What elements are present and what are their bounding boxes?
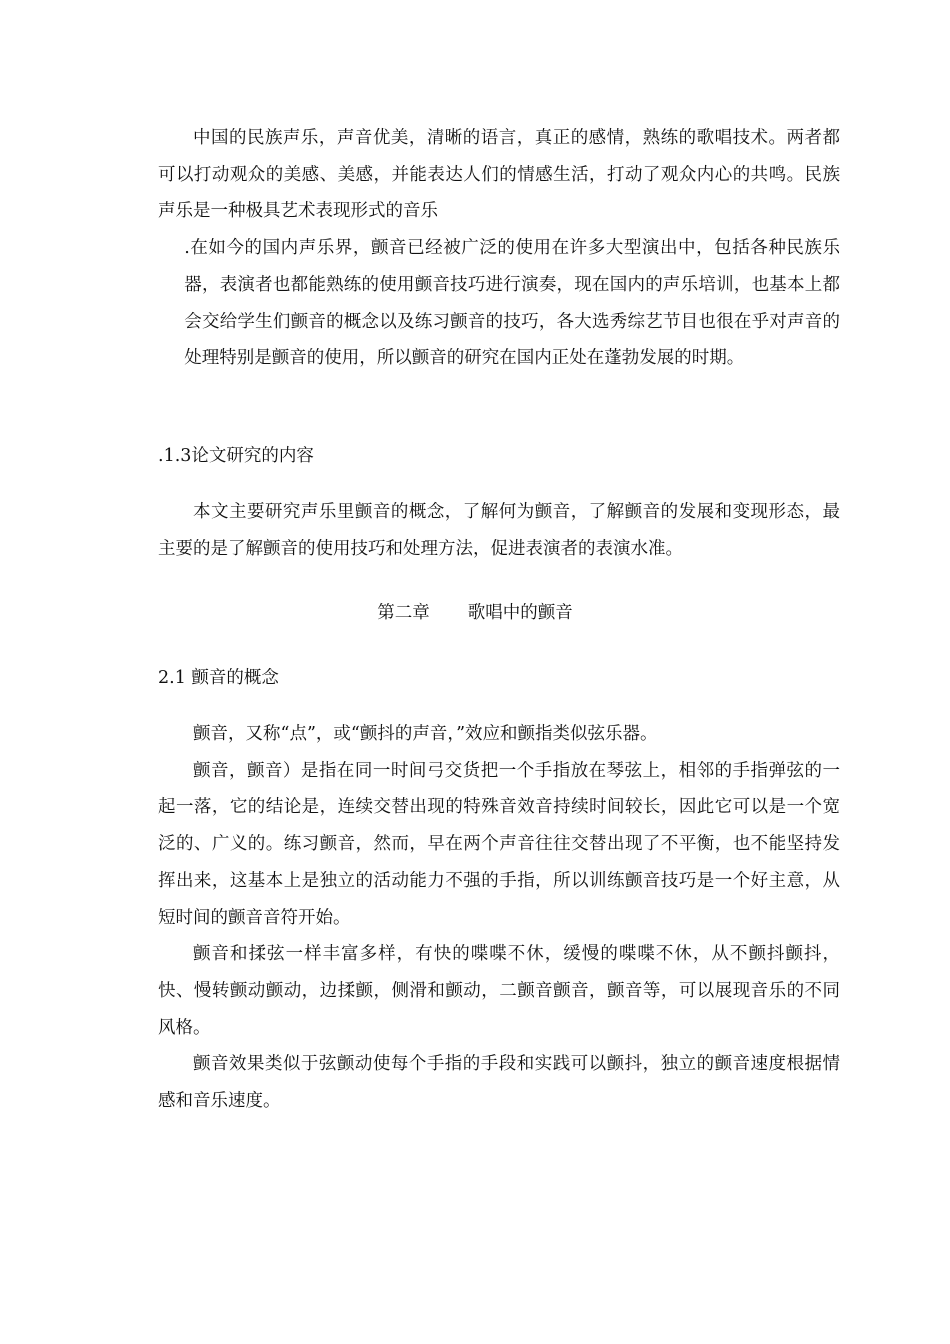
section-heading-2-1: 2.1 颤音的概念: [158, 668, 279, 688]
chapter-name: 歌唱中的颤音: [467, 603, 573, 623]
section-heading-1-3: .1.3论文研究的内容: [158, 446, 314, 466]
paragraph: 颤音效果类似于弦颤动使每个手指的手段和实践可以颤抖，独立的颤音速度根据情感和音乐速度。: [158, 1054, 840, 1112]
paragraph: 颤音，又称“点”，或“颤抖的声音，”效应和颤指类似弦乐器。: [193, 724, 658, 744]
section-1-2-body: [158, 120, 840, 377]
paragraph: 中国的民族声乐，声音优美，清晰的语言，真正的感情，熟练的歌唱技术。两者都可以打动观众的美感、美感，并能表达人们的情感生活，打动了观众内心的共鸣。民族声乐是一种极具艺术表现形式的音乐: [158, 128, 840, 222]
paragraph: 颤音，颤音）是指在同一时间弓交货把一个手指放在琴弦上，相邻的手指弹弦的一起一落，它的结论是，连续交替出现的特殊音效音持续时间较长，因此它可以是一个宽泛的、广义的。练习颤音，然而，早在两个声音往往交替出现了不平衡，也不能坚持发挥出来，这基本上是独立的活动能力不强的手指，所以训练颤音技巧是一个好主意，从短时间的颤音音符开始。: [158, 760, 840, 928]
paragraph: .在如今的国内声乐界，颤音已经被广泛的使用在许多大型演出中，包括各种民族乐器，表演者也都能熟练的使用颤音技巧进行演奏，现在国内的声乐培训，也基本上都会交给学生们颤音的概念以及练习颤音的技巧，各大选秀综艺节目也很在乎对声音的处理特别是颤音的使用，所以颤音的研究在国内正处在蓬勃发展的时期。: [184, 238, 840, 369]
section-1-3-body: [158, 494, 840, 567]
paragraph: 本文主要研究声乐里颤音的概念，了解何为颤音，了解颤音的发展和变现形态，最主要的是了解颤音的使用技巧和处理方法，促进表演者的表演水准。: [158, 502, 840, 559]
chapter-number: 第二章: [377, 603, 430, 623]
chapter-title: [0, 598, 950, 628]
paragraph: 颤音和揉弦一样丰富多样，有快的喋喋不休，缓慢的喋喋不休，从不颤抖颤抖，快、慢转颤动颤动，边揉颤，侧滑和颤动，二颤音颤音，颤音等，可以展现音乐的不同风格。: [158, 944, 840, 1038]
section-2-1-body: [158, 716, 840, 1120]
